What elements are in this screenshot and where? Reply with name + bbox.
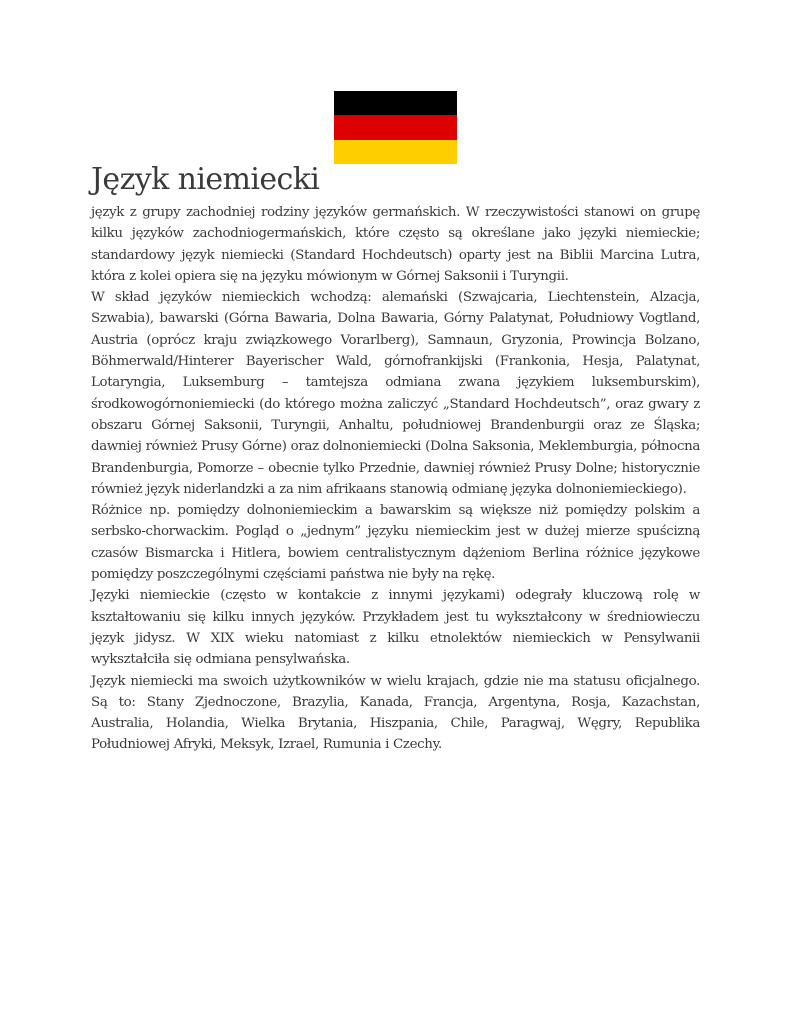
flag-stripe-black <box>334 91 457 115</box>
flag-stripe-red <box>334 115 457 139</box>
paragraph-dialects: W skład języków niemieckich wchodzą: alemański (Szwajcaria, Liechtenstein, Alzacja, Szwabia), bawarski (Górna Bawaria, Dolna Bawaria, Górny Palatynat, Południowy Vogtland, Austria (oprócz kraju związkowego Vorarlberg), Samnaun, Gryzonia, Prowincja Bolzano, Böhmerwald/Hinterer Bayerischer Wald, górnofrankijski (Frankonia, Hesja, Palatynat, Lotaryngia, Luksemburg – tamtejsza odmiana zwana językiem luksemburskim), środkowogórnoniemiecki (do którego można zaliczyć „Standard Hochdeutsch”, oraz gwary z obszaru Górnej Saksonii, Turyngii, Anhaltu, południowej Brandenburgii oraz ze Śląska; dawniej również Prusy Górne) oraz dolnoniemiecki (Dolna Saksonia, Meklemburgia, północna Brandenburgia, Pomorze – obecnie tylko Przednie, dawniej również Prusy Dolne; historycznie również język niderlandzki a za nim afrikaans stanowią odmianę języka dolnoniemieckiego). <box>91 290 700 497</box>
paragraph-influence: Języki niemieckie (często w kontakcie z innymi językami) odegrały kluczową rolę w kształtowaniu się kilku innych języków. Przykładem jest tu wykształcony w średniowieczu język jidysz. W XIX wieku natomiast z kilku etnolektów niemieckich w Pensylwanii wykształciła się odmiana pensylwańska. <box>91 588 700 668</box>
page-title: Język niemiecki <box>91 162 320 197</box>
paragraph-countries: Język niemiecki ma swoich użytkowników w wielu krajach, gdzie nie ma statusu oficjalnego. Są to: Stany Zjednoczone, Brazylia, Kanada, Francja, Argentyna, Rosja, Kazachstan, Australia, Holandia, Wielka Brytania, Hiszpania, Chile, Paragwaj, Węgry, Republika Południowej Afryki, Meksyk, Izrael, Rumunia i Czechy. <box>91 673 700 753</box>
paragraph-intro: język z grupy zachodniej rodziny języków germańskich. W rzeczywistości stanowi on grupę kilku języków zachodniogermańskich, które często są określane jako języki niemieckie; standardowy język niemiecki (Standard Hochdeutsch) oparty jest na Biblii Marcina Lutra, która z kolei opiera się na języku mówionym w Górnej Saksonii i Turyngii. <box>91 205 700 284</box>
paragraph-differences: Różnice np. pomiędzy dolnoniemieckim a bawarskim są większe niż pomiędzy polskim a serbsko-chorwackim. Pogląd o „jednym” języku niemieckim jest w dużej mierze spuścizną czasów Bismarcka i Hitlera, bowiem centralistycznym dążeniom Berlina różnice językowe pomiędzy poszczególnymi częściami państwa nie były na rękę. <box>91 503 700 583</box>
germany-flag-icon <box>334 91 457 164</box>
article-body <box>91 202 700 756</box>
flag-stripe-gold <box>334 140 457 164</box>
